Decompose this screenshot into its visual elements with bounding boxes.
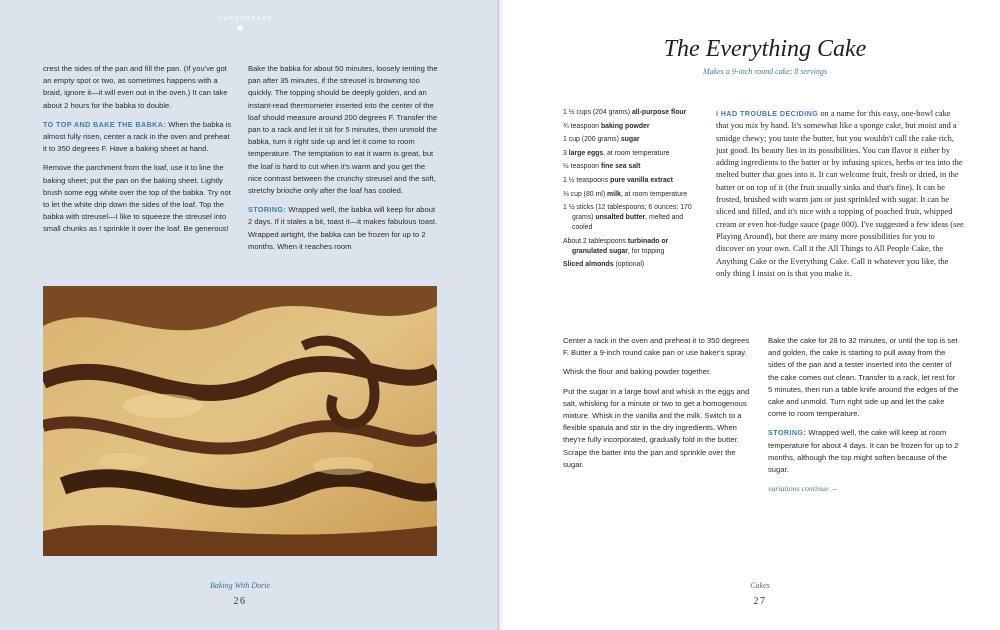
ingredient-name: baking powder	[600, 122, 650, 130]
method-column-2	[768, 335, 960, 495]
heart-icon: ♥	[236, 21, 244, 35]
running-footer: Cakes	[750, 581, 770, 590]
paragraph-text: When the babka is almost fully risen, center a rack in the oven and preheat it to 350 degrees F. Have a baking sheet at hand.	[43, 119, 232, 154]
ingredient-name: all-purpose flour	[631, 109, 687, 116]
right-page	[500, 0, 1000, 630]
ingredient-amount: 1 ½ cups (204 grams)	[563, 109, 632, 116]
page-number: 27	[753, 596, 767, 607]
ingredient-item	[563, 176, 705, 186]
ingredient-note: , at room temperature	[603, 149, 670, 157]
ingredient-amount: 1 cup (200 grams)	[563, 136, 621, 144]
badge-text: SWEETHEART	[218, 16, 273, 22]
headnote-text: on a name for this easy, one-bowl cake that you mix by hand. It's somewhat like a sponge cake, but moist and a smidge chewy; you taste the butter, but you wouldn't call the cake rich, just good. Its beauty lies in its possibilities. You can flavor it either by adding ingredients to the batter or by infusing spices, herbs or tea into the melted butter that goes into it. It can welcome fruit, fresh or dried, in the batter or on top of it (the fruit usually sinks and that's fine). It can be frosted, brushed with warm jam or just sprinkled with sugar. It can be sliced and filled, and it's nice with a topping of poached fruit, whipped cream or even hot-fudge sauce (page 000). I've suggested a few ideas (see Playing Around), but there are many more possibilities for you to discover on your own. Call it the All Things to All People Cake, the Anything Cake or the Everything Cake. Call it whatever you like, the only thing I insist on is that you make it.	[716, 109, 964, 278]
ingredient-item	[563, 149, 705, 159]
paragraph-text: Wrapped well, the cake will keep at room temperature for about 4 days. It can be frozen for up to 2 months, although the top might soften because of the sugar.	[768, 428, 959, 475]
ingredient-item	[563, 122, 705, 132]
arrow-right-icon: →	[830, 484, 839, 494]
ingredient-amount: ⅓ cup (80 ml)	[563, 190, 608, 198]
ingredient-item	[563, 260, 705, 270]
left-column-1	[43, 63, 233, 243]
ingredient-item	[563, 162, 705, 172]
ingredient-amount: 1 ½ sticks (12 tablespoons; 6 ounces; 170 grams)	[563, 204, 692, 222]
paragraph	[248, 204, 438, 253]
ingredient-item	[563, 203, 705, 233]
ingredient-list	[563, 108, 705, 274]
recipe-yield: Makes a 9-inch round cake; 8 servings	[702, 67, 828, 76]
ingredient-note: (optional)	[613, 261, 645, 269]
babka-photo	[43, 286, 437, 556]
book-gutter	[497, 0, 503, 630]
ingredient-name: sugar	[620, 136, 640, 144]
ingredient-name: milk	[607, 190, 621, 198]
ingredient-amount: ½ teaspoon	[563, 163, 601, 171]
ingredient-amount: 3	[563, 149, 569, 157]
sweetheart-badge	[218, 14, 273, 50]
recipe-title: The Everything Cake	[663, 36, 867, 62]
ingredient-name: turbinado or granulated sugar	[572, 237, 669, 255]
method-step: Put the sugar in a large bowl and whisk in the eggs and salt, whisking for a minute or two to get a homogenous mixture. Whisk in the vanilla and the milk. Switch to a flexible spatula and stir in the dry ingredients. When they're fully incorporated, gradually fold in the butter. Scrape the batter into the pan and sprinkle over the sugar.	[563, 386, 750, 469]
ingredient-item	[563, 135, 705, 145]
ingredient-name: unsalted butter	[595, 214, 646, 222]
ingredient-note: , for topping	[627, 247, 665, 255]
variations-label: variations continue	[768, 484, 829, 494]
ingredient-item	[563, 237, 705, 257]
method-step: Whisk the flour and baking powder together.	[563, 367, 712, 377]
ingredient-name: Sliced almonds	[563, 261, 614, 269]
left-column-2	[248, 63, 438, 260]
method-step	[768, 427, 960, 476]
ingredient-amount: 1 ½ teaspoons	[563, 176, 611, 184]
section-lead: STORING:	[248, 205, 287, 215]
method-column-1	[563, 335, 755, 478]
paragraph: Remove the parchment from the loaf, use it to line the baking sheet; put the pan on the baking sheet. Lightly brush some egg white over the top of the babka. Try not to let the white drip down the sides of the loaf. Top the babka with streusel—I like to squeeze the streusel into small chunks as I sprinkle it over the loaf. Be generous!	[43, 163, 231, 234]
ingredient-name: pure vanilla extract	[610, 176, 673, 184]
ingredient-note: , at room temperature	[620, 190, 688, 198]
ingredient-amount: ¾ teaspoon	[563, 122, 601, 130]
ingredient-item	[563, 108, 705, 118]
babka-swirl-image	[43, 286, 437, 556]
section-lead: TO TOP AND BAKE THE BABKA:	[43, 119, 167, 129]
ingredient-name: large eggs	[568, 149, 604, 157]
section-lead: STORING:	[768, 428, 807, 438]
ingredient-amount: About 2 tablespoons	[563, 237, 628, 245]
method-step: Center a rack in the oven and preheat it to 350 degrees F. Butter a 9-inch round cake pan or use baker's spray.	[563, 336, 750, 358]
running-footer: Baking With Dorie	[210, 581, 270, 590]
variations-continue-link[interactable]	[768, 483, 960, 495]
headnote-lead: I HAD TROUBLE DECIDING	[716, 109, 819, 118]
paragraph: Bake the babka for about 50 minutes, loosely tenting the pan after 35 minutes, if the streusel is browning too quickly. The topping should be deeply golden, and an instant-read thermometer inserted into the center of the loaf should measure around 200 degrees F. Transfer the pan to a rack and let it sit for 5 minutes, then unmold the babka, turn it right side up and let it come to room temperature. The temptation to eat it warm is great, but the loaf is hard to cut when it's warm and you get the nice contrast between the crunchy streusel and the soft, stretchy brioche only after the loaf has cooled.	[248, 64, 438, 196]
page-number: 26	[233, 596, 247, 607]
paragraph-text: Wrapped well, the babka will keep for about 2 days. If it stales a bit, toast it—it makes fabulous toast. Wrapped airtight, the babka can be frozen for up to 2 months. When it reaches room	[248, 205, 438, 251]
recipe-headnote	[716, 108, 964, 280]
ingredient-note: , melted and cooled	[572, 214, 684, 232]
paragraph	[43, 119, 233, 156]
ingredient-item	[563, 190, 705, 200]
paragraph: crest the sides of the pan and fill the pan. (If you've got an empty spot or two, as sometimes happens with a braid, ignore it—it will even out in the oven.) It can take about 2 hours for the babka to double.	[43, 64, 228, 110]
ingredient-name: fine sea salt	[600, 163, 641, 171]
method-step: Bake the cake for 28 to 32 minutes, or until the top is set and golden, the cake is starting to pull away from the sides of the pan and a tester inserted into the center of the cake comes out clean. Transfer to a rack, let rest for 5 minutes, then run a table knife around the edges of the cake and unmold. Turn right side up and let the cake come to room temperature.	[768, 336, 959, 419]
